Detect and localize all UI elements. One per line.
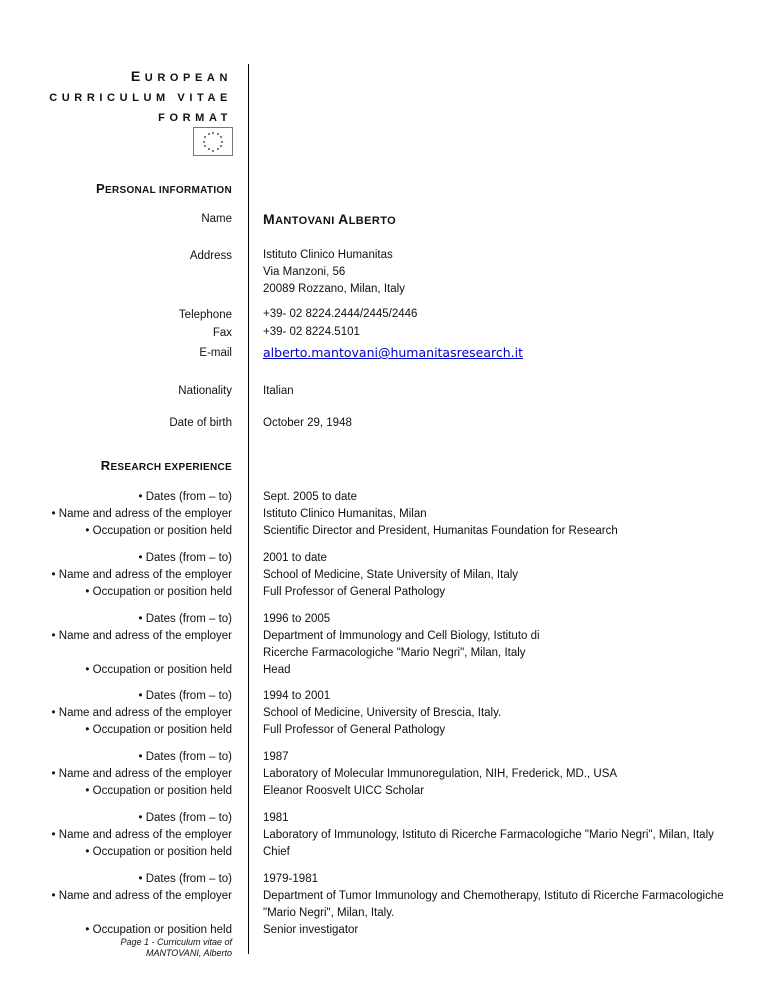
flag-star — [204, 136, 206, 138]
flag-star — [220, 136, 222, 138]
entry-occupation: Full Professor of General Pathology — [263, 586, 446, 598]
entry-employer: Department of Tumor Immunology and Chemotherapy, Istituto di Ricerche Farmacologiche — [263, 890, 724, 902]
entry-employer: School of Medicine, University of Brescia, Italy. — [263, 707, 502, 719]
occupation-label: • Occupation or position held — [85, 924, 232, 936]
eu-flag-icon — [193, 127, 233, 156]
experience-entry — [263, 611, 540, 679]
flag-star — [220, 145, 222, 147]
occupation-label: • Occupation or position held — [85, 724, 232, 736]
dates-label: • Dates (from – to) — [138, 552, 232, 564]
flag-star — [217, 133, 219, 135]
experience-entry-labels — [52, 489, 232, 540]
section-heading-personal-information: PERSONAL INFORMATION — [96, 181, 232, 196]
experience-entry — [263, 688, 501, 739]
address-label: Address — [189, 250, 232, 262]
page-footer — [120, 937, 232, 959]
experience-entry-labels — [52, 611, 232, 679]
address-line: 20089 Rozzano, Milan, Italy — [263, 283, 405, 295]
email-link[interactable]: alberto.mantovani@humanitasresearch.it — [263, 345, 524, 360]
column-divider — [248, 64, 249, 954]
email-label: E-mail — [199, 347, 232, 359]
employer-label: • Name and adress of the employer — [51, 829, 232, 841]
dates-label: • Dates (from – to) — [138, 751, 232, 763]
flag-star — [212, 150, 214, 152]
header-line-curriculum-vitae: CURRICULUM VITAE — [49, 92, 232, 104]
section-heading-research-experience: RESEARCH EXPERIENCE — [100, 458, 232, 473]
dates-label: • Dates (from – to) — [138, 613, 232, 625]
employer-label: • Name and adress of the employer — [51, 707, 232, 719]
flag-star — [208, 148, 210, 150]
experience-entry-labels — [52, 688, 232, 739]
name-label: Name — [201, 213, 232, 225]
entry-dates: 1981 — [263, 812, 289, 824]
experience-entry — [263, 749, 617, 800]
address-value — [263, 247, 405, 298]
employer-label: • Name and adress of the employer — [51, 630, 232, 642]
nationality-value: Italian — [263, 385, 294, 397]
nationality-label: Nationality — [178, 385, 232, 397]
person-name: MANTOVANI ALBERTO — [263, 211, 397, 227]
telephone-label: Telephone — [178, 309, 232, 321]
entry-occupation: Head — [263, 664, 291, 676]
entry-dates: 1994 to 2001 — [263, 690, 331, 702]
experience-entry — [263, 810, 714, 861]
entry-occupation: Full Professor of General Pathology — [263, 724, 446, 736]
dates-label: • Dates (from – to) — [138, 873, 232, 885]
entry-dates: Sept. 2005 to date — [263, 491, 357, 503]
fax-value: +39- 02 8224.5101 — [263, 326, 360, 338]
entry-occupation: Chief — [263, 846, 290, 858]
telephone-value: +39- 02 8224.2444/2445/2446 — [263, 308, 418, 320]
occupation-label: • Occupation or position held — [85, 846, 232, 858]
occupation-label: • Occupation or position held — [85, 525, 232, 537]
cv-format-header — [49, 66, 232, 128]
flag-star — [208, 133, 210, 135]
experience-entry-labels — [52, 550, 232, 601]
experience-entry — [263, 489, 618, 540]
entry-employer-continued: "Mario Negri", Milan, Italy. — [263, 907, 395, 919]
entry-dates: 1987 — [263, 751, 289, 763]
experience-entry — [263, 550, 518, 601]
entry-dates: 1996 to 2005 — [263, 613, 331, 625]
occupation-label: • Occupation or position held — [85, 785, 232, 797]
entry-occupation: Senior investigator — [263, 924, 359, 936]
flag-star — [204, 145, 206, 147]
employer-label: • Name and adress of the employer — [51, 890, 232, 902]
fax-label: Fax — [212, 327, 232, 339]
entry-occupation: Eleanor Roosvelt UICC Scholar — [263, 785, 425, 797]
entry-employer: School of Medicine, State University of Milan, Italy — [263, 569, 519, 581]
header-line-european: EUROPEAN — [130, 68, 232, 84]
employer-label: • Name and adress of the employer — [51, 508, 232, 520]
footer-page-label: Page 1 - Curriculum vitae of — [120, 937, 232, 947]
address-line: Istituto Clinico Humanitas — [263, 249, 393, 261]
entry-employer: Laboratory of Molecular Immunoregulation, NIH, Frederick, MD., USA — [263, 768, 618, 780]
employer-label: • Name and adress of the employer — [51, 768, 232, 780]
dates-label: • Dates (from – to) — [138, 812, 232, 824]
occupation-label: • Occupation or position held — [85, 586, 232, 598]
employer-label: • Name and adress of the employer — [51, 569, 232, 581]
footer-name: MANTOVANI, Alberto — [145, 948, 232, 958]
occupation-label: • Occupation or position held — [85, 664, 232, 676]
date-of-birth-label: Date of birth — [169, 417, 232, 429]
entry-employer: Department of Immunology and Cell Biology, Istituto di — [263, 630, 540, 642]
entry-dates: 2001 to date — [263, 552, 327, 564]
header-line-format: FORMAT — [158, 112, 232, 124]
entry-employer: Laboratory of Immunology, Istituto di Ricerche Farmacologiche "Mario Negri", Milan, Italy — [263, 829, 714, 841]
dates-label: • Dates (from – to) — [138, 491, 232, 503]
dates-label: • Dates (from – to) — [138, 690, 232, 702]
experience-entry-labels — [52, 810, 232, 861]
address-line: Via Manzoni, 56 — [263, 266, 346, 278]
entry-employer-continued: Ricerche Farmacologiche "Mario Negri", Milan, Italy — [263, 647, 526, 659]
entry-dates: 1979-1981 — [263, 873, 318, 885]
date-of-birth-value: October 29, 1948 — [263, 417, 352, 429]
entry-occupation: Scientific Director and President, Humanitas Foundation for Research — [263, 525, 618, 537]
flag-star — [221, 141, 223, 143]
experience-entry-labels — [52, 871, 232, 939]
experience-entry-labels — [52, 749, 232, 800]
entry-employer: Istituto Clinico Humanitas, Milan — [263, 508, 427, 520]
experience-entry — [263, 871, 724, 939]
flag-star — [203, 141, 205, 143]
flag-star — [217, 148, 219, 150]
flag-star — [212, 132, 214, 134]
